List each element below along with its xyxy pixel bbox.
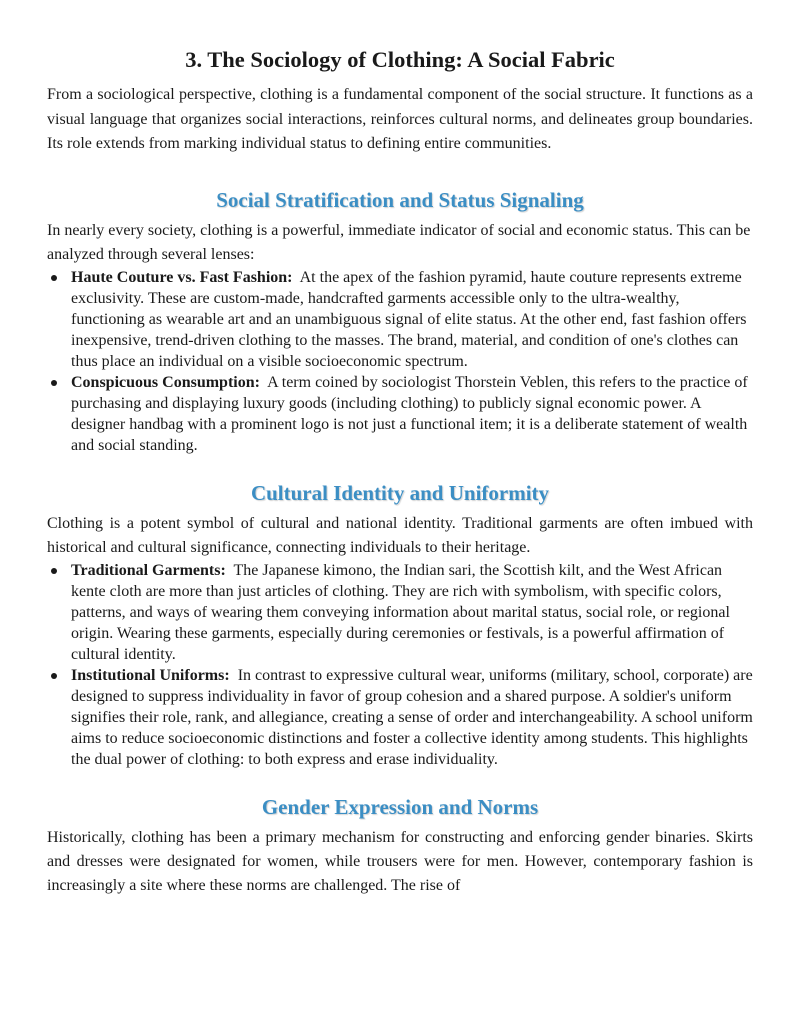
- page-title: 3. The Sociology of Clothing: A Social Fabric: [185, 47, 615, 72]
- list-item-term: Haute Couture vs. Fast Fashion:: [71, 268, 293, 286]
- bullet-list: [47, 267, 753, 456]
- section-heading: Cultural Identity and Uniformity: [250, 480, 550, 505]
- section-heading: Gender Expression and Norms: [261, 794, 539, 819]
- section-social-stratification: [47, 187, 753, 456]
- list-item-term: Institutional Uniforms:: [71, 666, 230, 684]
- list-item-text: The Japanese kimono, the Indian sari, the Scottish kilt, and the West African kente cloth are more than just articles of clothing. They are rich with symbolism, with specific colors, patterns, and ways of wearing them conveying information about marital status, social role, or regional origin. Wearing these garments, especially during ceremonies or festivals, is a powerful affirmation of cultural identity.: [71, 561, 730, 663]
- intro-paragraph: From a sociological perspective, clothing is a fundamental component of the social structure. It functions as a visual language that organizes social interactions, reinforces cultural norms, and delineates group boundaries. Its role extends from marking individual status to defining entire communities.: [47, 86, 753, 152]
- section-cultural-identity: [47, 480, 753, 770]
- section-heading: Social Stratification and Status Signaling: [216, 187, 584, 212]
- section-gender-expression: [47, 794, 753, 898]
- list-item: [71, 665, 753, 770]
- bullet-list: [47, 560, 753, 770]
- list-item-term: Traditional Garments:: [71, 561, 226, 579]
- section-paragraph: In nearly every society, clothing is a powerful, immediate indicator of social and economic status. This can be analyzed through several lenses:: [47, 221, 751, 263]
- section-paragraph: Historically, clothing has been a primary mechanism for constructing and enforcing gender binaries. Skirts and dresses were designated for women, while trousers were for men. However, contemporary fashion is increasingly a site where these norms are challenged. The rise of: [47, 828, 753, 894]
- list-item-text: At the apex of the fashion pyramid, haute couture represents extreme exclusivity. These are custom-made, handcrafted garments accessible only to the ultra-wealthy, functioning as wearable art and an unambiguous signal of elite status. At the other end, fast fashion offers inexpensive, trend-driven clothing to the masses. The brand, material, and condition of one's clothes can thus place an individual on a visible socioeconomic spectrum.: [71, 268, 747, 370]
- list-item: [71, 560, 753, 665]
- section-paragraph: Clothing is a potent symbol of cultural and national identity. Traditional garments are often imbued with historical and cultural significance, connecting individuals to their heritage.: [47, 514, 753, 556]
- list-item-text: In contrast to expressive cultural wear, uniforms (military, school, corporate) are designed to suppress individuality in favor of group cohesion and a shared purpose. A soldier's uniform signifies their role, rank, and allegiance, creating a sense of order and interchangeability. A school uniform aims to reduce socioeconomic distinctions and foster a collective identity among students. This highlights the dual power of clothing: to both express and erase individuality.: [71, 666, 753, 768]
- list-item-term: Conspicuous Consumption:: [71, 373, 260, 391]
- list-item-text: A term coined by sociologist Thorstein Veblen, this refers to the practice of purchasing and displaying luxury goods (including clothing) to publicly signal economic power. A designer handbag with a prominent logo is not just a functional item; it is a deliberate statement of wealth and social standing.: [71, 373, 748, 454]
- list-item: [71, 267, 753, 372]
- list-item: [71, 372, 753, 456]
